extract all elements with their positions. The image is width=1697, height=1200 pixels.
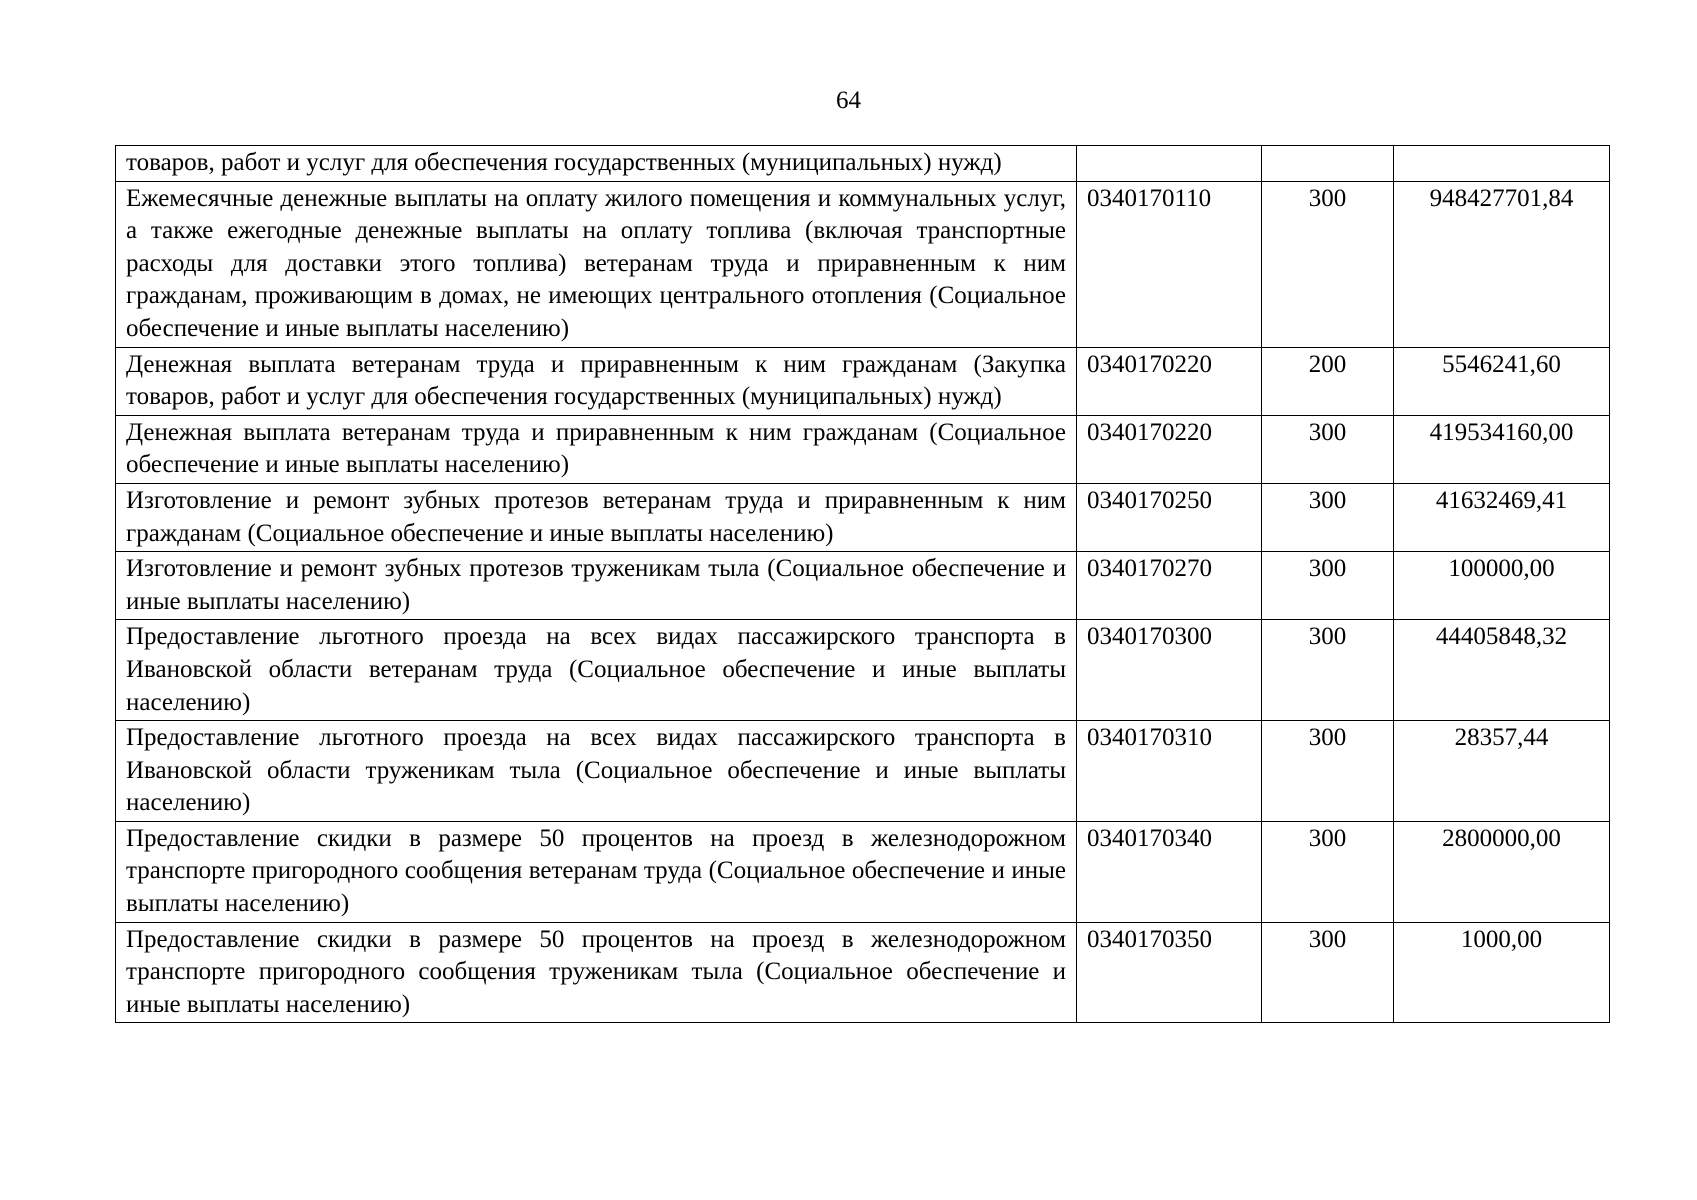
row-target-code: 0340170340 — [1077, 821, 1262, 922]
row-amount: 28357,44 — [1394, 721, 1610, 822]
row-name: товаров, работ и услуг для обеспечения государственных (муниципальных) нужд) — [116, 146, 1077, 182]
row-name: Предоставление льготного проезда на всех видах пассажирского транспорта в Ивановской области ветеранам труда (Социальное обеспечение и иные выплаты населению) — [116, 620, 1077, 721]
table-row — [116, 415, 1610, 483]
table-row — [116, 181, 1610, 347]
row-target-code: 0340170250 — [1077, 483, 1262, 551]
table-row — [116, 146, 1610, 182]
row-amount: 1000,00 — [1394, 922, 1610, 1023]
row-target-code — [1077, 146, 1262, 182]
table-row — [116, 821, 1610, 922]
row-expense-type: 300 — [1262, 922, 1394, 1023]
page-number: 64 — [836, 87, 861, 114]
row-expense-type: 300 — [1262, 552, 1394, 620]
row-name: Денежная выплата ветеранам труда и приравненным к ним гражданам (Закупка товаров, работ и услуг для обеспечения государственных (муниципальных) нужд) — [116, 347, 1077, 415]
budget-table — [115, 145, 1610, 1023]
row-expense-type: 200 — [1262, 347, 1394, 415]
row-expense-type: 300 — [1262, 821, 1394, 922]
row-amount: 100000,00 — [1394, 552, 1610, 620]
row-expense-type: 300 — [1262, 483, 1394, 551]
table-row — [116, 347, 1610, 415]
table-row — [116, 922, 1610, 1023]
row-target-code: 0340170220 — [1077, 347, 1262, 415]
row-target-code: 0340170310 — [1077, 721, 1262, 822]
row-name: Изготовление и ремонт зубных протезов труженикам тыла (Социальное обеспечение и иные выплаты населению) — [116, 552, 1077, 620]
row-name: Предоставление льготного проезда на всех видах пассажирского транспорта в Ивановской области труженикам тыла (Социальное обеспечение и иные выплаты населению) — [116, 721, 1077, 822]
row-expense-type: 300 — [1262, 181, 1394, 347]
row-target-code: 0340170350 — [1077, 922, 1262, 1023]
row-name: Денежная выплата ветеранам труда и приравненным к ним гражданам (Социальное обеспечение и иные выплаты населению) — [116, 415, 1077, 483]
row-name: Изготовление и ремонт зубных протезов ветеранам труда и приравненным к ним гражданам (Социальное обеспечение и иные выплаты населению) — [116, 483, 1077, 551]
row-amount: 419534160,00 — [1394, 415, 1610, 483]
row-amount: 948427701,84 — [1394, 181, 1610, 347]
row-amount: 44405848,32 — [1394, 620, 1610, 721]
row-expense-type: 300 — [1262, 721, 1394, 822]
table-row — [116, 721, 1610, 822]
row-target-code: 0340170270 — [1077, 552, 1262, 620]
row-amount: 2800000,00 — [1394, 821, 1610, 922]
table-row — [116, 483, 1610, 551]
row-name: Предоставление скидки в размере 50 процентов на проезд в железнодорожном транспорте пригородного сообщения труженикам тыла (Социальное обеспечение и иные выплаты населению) — [116, 922, 1077, 1023]
row-expense-type: 300 — [1262, 620, 1394, 721]
row-expense-type: 300 — [1262, 415, 1394, 483]
row-name: Ежемесячные денежные выплаты на оплату жилого помещения и коммунальных услуг, а также ежегодные денежные выплаты на оплату топлива (включая транспортные расходы для доставки этого топлива) ветеранам труда и приравненным к ним гражданам, проживающим в домах, не имеющих центрального отопления (Социальное обеспечение и иные выплаты населению) — [116, 181, 1077, 347]
row-target-code: 0340170300 — [1077, 620, 1262, 721]
row-target-code: 0340170220 — [1077, 415, 1262, 483]
table-row — [116, 620, 1610, 721]
row-amount: 41632469,41 — [1394, 483, 1610, 551]
row-name: Предоставление скидки в размере 50 процентов на проезд в железнодорожном транспорте пригородного сообщения ветеранам труда (Социальное обеспечение и иные выплаты населению) — [116, 821, 1077, 922]
row-amount: 5546241,60 — [1394, 347, 1610, 415]
row-expense-type — [1262, 146, 1394, 182]
row-amount — [1394, 146, 1610, 182]
row-target-code: 0340170110 — [1077, 181, 1262, 347]
table-row — [116, 552, 1610, 620]
